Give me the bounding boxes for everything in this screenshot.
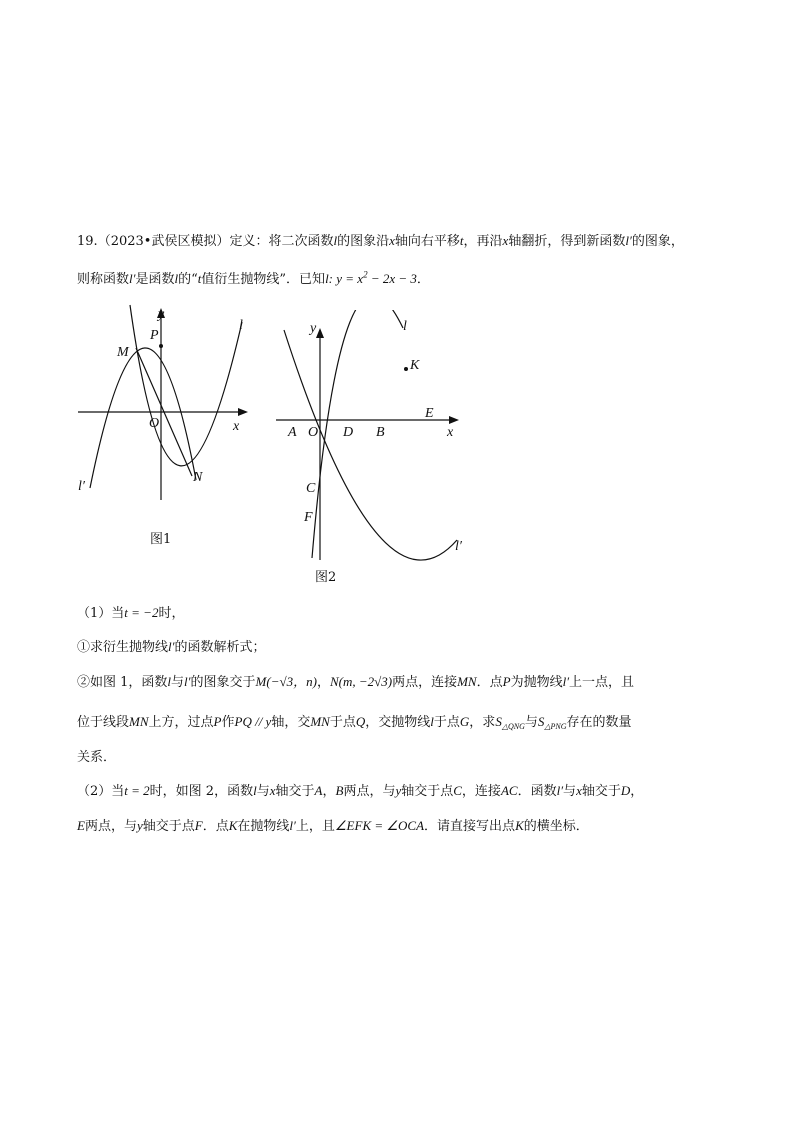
fig1-label-p: P (150, 328, 159, 343)
text: ，求 (469, 715, 496, 730)
math-x: x (576, 783, 582, 798)
part1-question-2-line-2 (77, 711, 632, 731)
fig1-label-n: N (193, 470, 203, 485)
fig1-label-y: y (158, 307, 165, 322)
figure-1 (70, 300, 270, 530)
problem-line-2 (77, 268, 430, 287)
text: ， (316, 675, 330, 690)
figure-1-caption: 图1 (150, 532, 172, 547)
text: ．请直接写出点 (424, 819, 516, 834)
text: ，交抛物线 (365, 715, 431, 730)
fig2-curve-lp (284, 330, 457, 560)
fig2-x-arrow (449, 416, 459, 424)
math-mn: MN (310, 714, 330, 729)
problem-source: （2023•武侯区模拟） (97, 234, 230, 249)
figure-2-caption: 图2 (315, 570, 337, 585)
math-x: x (269, 783, 276, 798)
text: 轴交于 (275, 784, 315, 799)
text: 的图象交于 (190, 675, 256, 690)
text: 两点，与 (343, 784, 396, 799)
fig1-x-arrow (238, 408, 248, 416)
fig2-label-b: B (376, 425, 385, 440)
fig2-label-a: A (288, 425, 297, 440)
text: 的图象沿 (337, 234, 390, 249)
fig1-label-m: M (117, 345, 129, 360)
math-lp: l′ (289, 818, 296, 833)
fig1-curve-l (130, 305, 242, 466)
math-x: x (389, 233, 395, 248)
text: ①求衍生抛物线 (77, 640, 169, 655)
math-lp: l′ (556, 783, 564, 798)
text: （2）当 (77, 784, 125, 799)
math-t: t (197, 271, 202, 286)
math-angle: ∠EFK = ∠OCA (334, 818, 425, 833)
fig1-label-o: O (149, 416, 160, 431)
math-lp: l′ (184, 674, 191, 689)
text: 的函数解析式； (174, 640, 266, 655)
text: 于点 (433, 715, 460, 730)
fig2-label-f: F (304, 510, 313, 525)
text: 与 (171, 675, 185, 690)
text: ， (322, 784, 336, 799)
text: 与 (563, 784, 577, 799)
math-a: A (314, 783, 323, 798)
math-lp: l′ (562, 674, 570, 689)
text: 于点 (329, 715, 356, 730)
fig2-label-lp: l′ (455, 539, 462, 554)
part1-question-1 (77, 636, 266, 655)
text: ，再沿 (463, 234, 503, 249)
part1-question-2-line-3 (77, 746, 116, 765)
math-g: G (459, 714, 470, 729)
fig2-label-k: K (410, 358, 420, 373)
math-y: y (395, 783, 402, 798)
math-f: F (194, 818, 203, 833)
text: 作 (221, 715, 235, 730)
math-b: B (335, 783, 344, 798)
math-condition: t = −2 (124, 605, 159, 620)
text: 轴交于 (581, 784, 621, 799)
fig2-label-x: x (447, 425, 454, 440)
fig1-label-x: x (233, 419, 240, 434)
fig2-y-arrow (316, 328, 324, 338)
fig1-label-lp: l′ (78, 479, 85, 494)
text: 则称函数 (77, 272, 130, 287)
part1-question-2-line-1 (77, 671, 634, 690)
math-l: l (430, 714, 434, 729)
math-l: l (167, 674, 172, 689)
math-point-n: N(m, −2√3) (329, 674, 393, 689)
fig2-label-d: D (343, 425, 354, 440)
fig1-label-l: l (239, 318, 243, 333)
fig2-point-k (404, 367, 408, 371)
text: ②如图 1，函数 (77, 675, 168, 690)
math-point-m: M(−√3，n) (255, 674, 317, 689)
equation: l: $y = x^2 - 2x - 3$ (325, 269, 417, 286)
text: （1）当 (77, 606, 125, 621)
text: ． (416, 272, 430, 287)
text: 的“ (178, 272, 198, 287)
text: 时， (158, 606, 185, 621)
text: 关系． (77, 750, 117, 765)
math-condition: t = 2 (124, 783, 150, 798)
text: 与 (524, 715, 538, 730)
math-p: P (213, 714, 222, 729)
text: 与 (256, 784, 270, 799)
math-subscript-qng: △QNG (501, 722, 525, 731)
text: 轴翻折，得到新函数 (508, 234, 626, 249)
math-mn: MN (129, 714, 149, 729)
fig2-label-e: E (425, 406, 434, 421)
text: ，连接 (461, 784, 501, 799)
text: 值衍生抛物线”．已知 (201, 272, 326, 287)
problem-line-1 (77, 230, 684, 249)
math-k: K (228, 818, 238, 833)
math-p: P (502, 674, 511, 689)
text: ， (630, 784, 644, 799)
math-t: t (459, 233, 464, 248)
part2-line-2 (77, 815, 589, 834)
math-lp: l′ (129, 271, 136, 286)
fig1-curve-lp (90, 348, 196, 488)
text: 轴向右平移 (394, 234, 460, 249)
text: ．函数 (517, 784, 557, 799)
fig2-label-c: C (306, 481, 316, 496)
text: 的图象， (631, 234, 684, 249)
text: ．点 (476, 675, 503, 690)
math-e: E (77, 818, 85, 833)
text: 轴交于点 (401, 784, 454, 799)
part2-line-1 (77, 780, 643, 799)
math-subscript-png: △PNG (544, 722, 567, 731)
text: 定义：将二次函数 (229, 234, 334, 249)
text: 位于线段 (77, 715, 130, 730)
part1-heading (77, 602, 184, 621)
fig2-label-l: l (403, 319, 407, 334)
math-mn: MN (457, 674, 477, 689)
text: 上方，过点 (148, 715, 214, 730)
math-k: K (515, 818, 524, 833)
text: 上一点，且 (569, 675, 635, 690)
math-s: S (537, 714, 545, 729)
text: 时，如图 2，函数 (149, 784, 254, 799)
math-ac: AC (500, 783, 518, 798)
text: 轴交于点 (142, 819, 195, 834)
text: ．点 (202, 819, 229, 834)
math-c: C (453, 783, 462, 798)
math-lp: l′ (168, 639, 175, 654)
text: 轴，交 (271, 715, 311, 730)
text: 是函数 (135, 272, 175, 287)
math-l: l (333, 233, 338, 248)
text: 上，且 (295, 819, 335, 834)
math-l: l (253, 783, 257, 798)
math-pq: PQ // y (234, 714, 272, 729)
fig2-curve-l (312, 310, 403, 558)
math-lp: l′ (625, 233, 632, 248)
text: 两点，连接 (392, 675, 458, 690)
math-y: y (136, 818, 143, 833)
text: 的横坐标． (523, 819, 589, 834)
math-x: x (502, 233, 509, 248)
fig2-label-y: y (310, 321, 317, 336)
problem-number: 19. (77, 234, 98, 249)
text: 在抛物线 (237, 819, 290, 834)
math-q: Q (355, 714, 366, 729)
text: 两点，与 (84, 819, 137, 834)
math-l: l (174, 271, 179, 286)
fig2-label-o: O (308, 425, 319, 440)
fig1-point-p (159, 344, 163, 348)
text: 为抛物线 (510, 675, 563, 690)
math-d: D (620, 783, 631, 798)
math-s: S (495, 714, 502, 729)
text: 存在的数量 (566, 715, 632, 730)
figure-2 (270, 310, 490, 565)
